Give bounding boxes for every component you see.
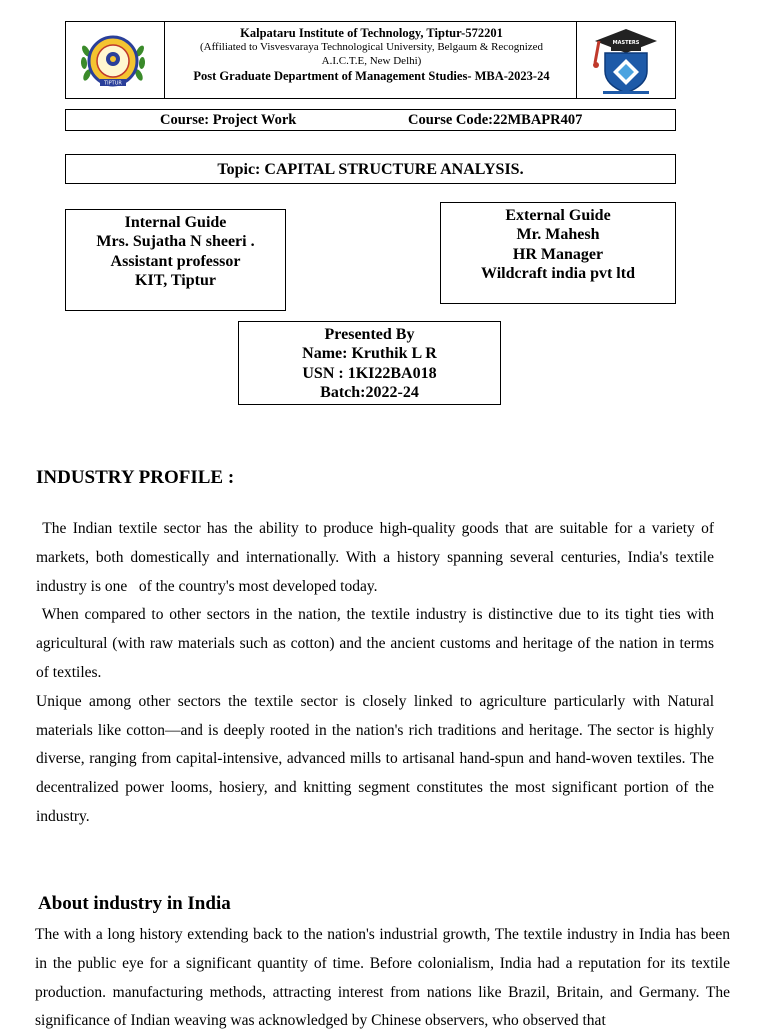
left-logo-cell bbox=[66, 22, 165, 98]
external-guide-name: Mr. Mahesh bbox=[516, 226, 600, 244]
external-guide-org: Wildcraft india pvt ltd bbox=[481, 264, 635, 282]
presented-by-box bbox=[238, 321, 501, 405]
industry-paragraph: When compared to other sectors in the nation, the textile industry is distinctive due to its tight ties with agricultural (with raw materials such as cotton) and the ancient customs and heritage of the nation in terms of textiles. bbox=[36, 606, 718, 681]
svg-text:TIPTUR: TIPTUR bbox=[104, 80, 122, 87]
about-india-body bbox=[35, 921, 730, 1036]
about-india-paragraph: The with a long history extending back to the nation's industrial growth, The textile industry in India has been in the public eye for a significant quantity of time. Before colonialism, India had a reputation for its textile production. manufacturing methods, attracting interest from nations like Brazil, Britain, and Germany. The significance of Indian weaving was acknowledged by Chinese observers, who observed that bbox=[35, 926, 730, 1030]
course-code: Course Code:22MBAPR407 bbox=[408, 112, 583, 128]
internal-guide-box bbox=[65, 209, 286, 311]
industry-paragraph: Unique among other sectors the textile sector is closely linked to agriculture particularly with Natural materials like cotton—and is deeply rooted in the nation's rich traditions and heritage. The sector is highly diverse, ranging from capital-intensive, advanced mills to artisanal hand-spun and hand-woven textiles. The decentralized power looms, hosiery, and knitting segment constitutes the most significant portion of the industry. bbox=[36, 692, 714, 825]
course-row bbox=[65, 109, 676, 131]
right-logo-cell bbox=[576, 22, 675, 98]
industry-profile-heading: INDUSTRY PROFILE : bbox=[36, 467, 235, 488]
presenter-usn: USN : 1KI22BA018 bbox=[302, 364, 437, 382]
external-guide-box bbox=[440, 202, 676, 304]
svg-text:MASTERS: MASTERS bbox=[612, 40, 640, 46]
internal-guide-title: Internal Guide bbox=[124, 214, 227, 231]
institute-name: Kalpataru Institute of Technology, Tiptur-572201 bbox=[240, 26, 503, 40]
presenter-name: Name: Kruthik L R bbox=[302, 345, 437, 363]
institute-header bbox=[65, 21, 676, 99]
presenter-batch: Batch:2022-24 bbox=[320, 383, 419, 401]
presented-by-title: Presented By bbox=[324, 326, 415, 343]
about-india-heading: About industry in India bbox=[38, 893, 231, 914]
external-guide-role: HR Manager bbox=[512, 245, 604, 263]
internal-guide-name: Mrs. Sujatha N sheeri . bbox=[96, 233, 255, 251]
department-name: Post Graduate Department of Management Studies- MBA-2023-24 bbox=[193, 69, 550, 83]
external-guide-title: External Guide bbox=[505, 207, 611, 224]
internal-guide-role: Assistant professor bbox=[110, 252, 241, 270]
affiliation-text: (Affiliated to Visvesvaraya Technological University, Belgaum & Recognized A.I.C.T.E, New Delhi) bbox=[199, 41, 544, 67]
internal-guide-org: KIT, Tiptur bbox=[135, 271, 216, 289]
industry-paragraph: The Indian textile sector has the ability to produce high-quality goods that are suitable for a variety of markets, both domestically and internationally. With a history spanning several centuries, India's textile industry is one of the country's most developed today. bbox=[36, 520, 718, 595]
masters-graduation-icon bbox=[593, 27, 659, 97]
course-name: Course: Project Work bbox=[160, 112, 297, 128]
kit-emblem-icon bbox=[78, 29, 148, 93]
industry-profile-body bbox=[36, 515, 718, 832]
topic-title: Topic: CAPITAL STRUCTURE ANALYSIS. bbox=[65, 154, 676, 184]
institute-info bbox=[164, 22, 579, 98]
